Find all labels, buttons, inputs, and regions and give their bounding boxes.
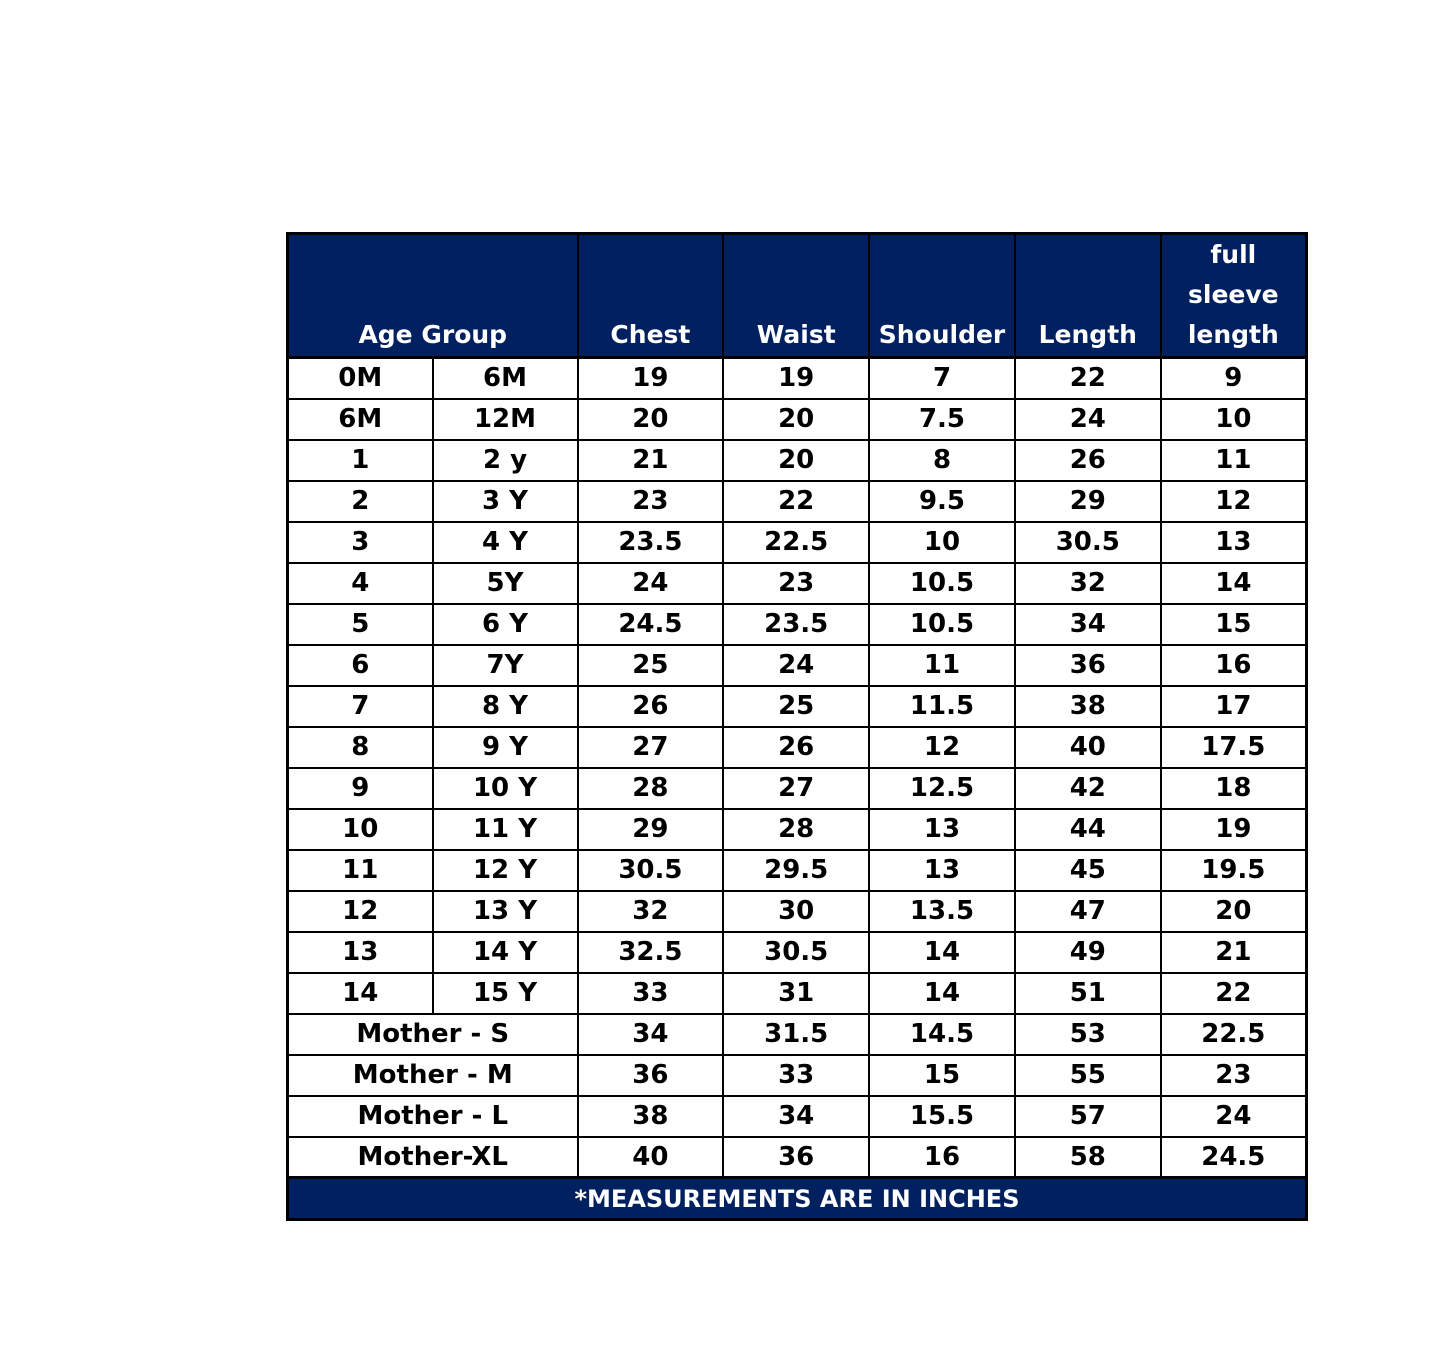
length-cell: 30.5: [1015, 522, 1161, 563]
header-full-sleeve-line1: full sleeve: [1188, 240, 1279, 309]
waist-cell: 22: [723, 481, 869, 522]
age-group-cell: Mother - M: [288, 1055, 578, 1096]
footer-row: [288, 1178, 1307, 1220]
age-to-cell: 2 y: [433, 440, 578, 481]
waist-cell: 22.5: [723, 522, 869, 563]
header-length: Length: [1015, 234, 1161, 358]
length-cell: 38: [1015, 686, 1161, 727]
sleeve-cell: 18: [1161, 768, 1307, 809]
table-row: [288, 1096, 1307, 1137]
age-from-cell: 0M: [288, 358, 433, 399]
length-cell: 47: [1015, 891, 1161, 932]
shoulder-cell: 9.5: [869, 481, 1015, 522]
table-row: [288, 891, 1307, 932]
chest-cell: 27: [578, 727, 724, 768]
waist-cell: 26: [723, 727, 869, 768]
waist-cell: 27: [723, 768, 869, 809]
age-from-cell: 3: [288, 522, 433, 563]
shoulder-cell: 11.5: [869, 686, 1015, 727]
chest-cell: 30.5: [578, 850, 724, 891]
size-chart-table: [286, 232, 1308, 1221]
length-cell: 49: [1015, 932, 1161, 973]
chest-cell: 23: [578, 481, 724, 522]
sleeve-cell: 10: [1161, 399, 1307, 440]
shoulder-cell: 15: [869, 1055, 1015, 1096]
waist-cell: 20: [723, 440, 869, 481]
sleeve-cell: 20: [1161, 891, 1307, 932]
table-row: [288, 358, 1307, 399]
chest-cell: 33: [578, 973, 724, 1014]
sleeve-cell: 11: [1161, 440, 1307, 481]
shoulder-cell: 7: [869, 358, 1015, 399]
age-to-cell: 10 Y: [433, 768, 578, 809]
shoulder-cell: 13: [869, 850, 1015, 891]
sleeve-cell: 15: [1161, 604, 1307, 645]
sleeve-cell: 24.5: [1161, 1137, 1307, 1178]
header-row: [288, 234, 1307, 358]
table-row: [288, 563, 1307, 604]
chest-cell: 23.5: [578, 522, 724, 563]
header-chest: Chest: [578, 234, 724, 358]
table-row: [288, 399, 1307, 440]
shoulder-cell: 7.5: [869, 399, 1015, 440]
sleeve-cell: 24: [1161, 1096, 1307, 1137]
shoulder-cell: 11: [869, 645, 1015, 686]
chest-cell: 21: [578, 440, 724, 481]
header-age-group: Age Group: [288, 234, 578, 358]
table-row: [288, 727, 1307, 768]
chest-cell: 29: [578, 809, 724, 850]
waist-cell: 31: [723, 973, 869, 1014]
waist-cell: 23.5: [723, 604, 869, 645]
table-row: [288, 522, 1307, 563]
shoulder-cell: 13: [869, 809, 1015, 850]
age-to-cell: 5Y: [433, 563, 578, 604]
age-group-cell: Mother-XL: [288, 1137, 578, 1178]
length-cell: 55: [1015, 1055, 1161, 1096]
table-row: [288, 1137, 1307, 1178]
age-to-cell: 12M: [433, 399, 578, 440]
chest-cell: 20: [578, 399, 724, 440]
age-to-cell: 7Y: [433, 645, 578, 686]
shoulder-cell: 13.5: [869, 891, 1015, 932]
age-from-cell: 9: [288, 768, 433, 809]
header-full-sleeve-line2: length: [1187, 320, 1279, 349]
header-shoulder: Shoulder: [869, 234, 1015, 358]
chest-cell: 26: [578, 686, 724, 727]
age-from-cell: 7: [288, 686, 433, 727]
waist-cell: 34: [723, 1096, 869, 1137]
shoulder-cell: 14.5: [869, 1014, 1015, 1055]
age-from-cell: 6: [288, 645, 433, 686]
table-row: [288, 768, 1307, 809]
chest-cell: 34: [578, 1014, 724, 1055]
sleeve-cell: 16: [1161, 645, 1307, 686]
length-cell: 45: [1015, 850, 1161, 891]
waist-cell: 33: [723, 1055, 869, 1096]
waist-cell: 30.5: [723, 932, 869, 973]
table-row: [288, 604, 1307, 645]
age-from-cell: 13: [288, 932, 433, 973]
shoulder-cell: 12: [869, 727, 1015, 768]
chest-cell: 38: [578, 1096, 724, 1137]
age-from-cell: 6M: [288, 399, 433, 440]
age-to-cell: 6 Y: [433, 604, 578, 645]
age-from-cell: 8: [288, 727, 433, 768]
table-row: [288, 809, 1307, 850]
age-to-cell: 9 Y: [433, 727, 578, 768]
sleeve-cell: 22: [1161, 973, 1307, 1014]
waist-cell: 25: [723, 686, 869, 727]
waist-cell: 30: [723, 891, 869, 932]
sleeve-cell: 17: [1161, 686, 1307, 727]
shoulder-cell: 12.5: [869, 768, 1015, 809]
age-to-cell: 13 Y: [433, 891, 578, 932]
table-row: [288, 1055, 1307, 1096]
sleeve-cell: 22.5: [1161, 1014, 1307, 1055]
waist-cell: 28: [723, 809, 869, 850]
length-cell: 26: [1015, 440, 1161, 481]
age-from-cell: 12: [288, 891, 433, 932]
waist-cell: 19: [723, 358, 869, 399]
waist-cell: 36: [723, 1137, 869, 1178]
shoulder-cell: 10.5: [869, 563, 1015, 604]
age-from-cell: 5: [288, 604, 433, 645]
chest-cell: 24.5: [578, 604, 724, 645]
age-to-cell: 11 Y: [433, 809, 578, 850]
chest-cell: 36: [578, 1055, 724, 1096]
table-row: [288, 686, 1307, 727]
header-full-sleeve-length: [1161, 234, 1307, 358]
waist-cell: 29.5: [723, 850, 869, 891]
shoulder-cell: 15.5: [869, 1096, 1015, 1137]
table-row: [288, 850, 1307, 891]
sleeve-cell: 9: [1161, 358, 1307, 399]
length-cell: 57: [1015, 1096, 1161, 1137]
table-row: [288, 481, 1307, 522]
length-cell: 36: [1015, 645, 1161, 686]
length-cell: 32: [1015, 563, 1161, 604]
shoulder-cell: 10: [869, 522, 1015, 563]
age-from-cell: 11: [288, 850, 433, 891]
shoulder-cell: 16: [869, 1137, 1015, 1178]
shoulder-cell: 8: [869, 440, 1015, 481]
age-to-cell: 12 Y: [433, 850, 578, 891]
age-to-cell: 4 Y: [433, 522, 578, 563]
sleeve-cell: 14: [1161, 563, 1307, 604]
age-from-cell: 1: [288, 440, 433, 481]
waist-cell: 23: [723, 563, 869, 604]
age-group-cell: Mother - L: [288, 1096, 578, 1137]
chest-cell: 24: [578, 563, 724, 604]
measurement-note: *MEASUREMENTS ARE IN INCHES: [288, 1178, 1307, 1220]
age-to-cell: 3 Y: [433, 481, 578, 522]
waist-cell: 20: [723, 399, 869, 440]
sleeve-cell: 21: [1161, 932, 1307, 973]
length-cell: 42: [1015, 768, 1161, 809]
age-from-cell: 14: [288, 973, 433, 1014]
size-rows: [288, 358, 1307, 1178]
chest-cell: 25: [578, 645, 724, 686]
length-cell: 34: [1015, 604, 1161, 645]
age-to-cell: 6M: [433, 358, 578, 399]
table-row: [288, 440, 1307, 481]
shoulder-cell: 14: [869, 932, 1015, 973]
chest-cell: 28: [578, 768, 724, 809]
shoulder-cell: 10.5: [869, 604, 1015, 645]
age-to-cell: 15 Y: [433, 973, 578, 1014]
length-cell: 44: [1015, 809, 1161, 850]
sleeve-cell: 12: [1161, 481, 1307, 522]
length-cell: 51: [1015, 973, 1161, 1014]
chest-cell: 32.5: [578, 932, 724, 973]
sleeve-cell: 19.5: [1161, 850, 1307, 891]
length-cell: 58: [1015, 1137, 1161, 1178]
table-row: [288, 1014, 1307, 1055]
shoulder-cell: 14: [869, 973, 1015, 1014]
waist-cell: 24: [723, 645, 869, 686]
table-row: [288, 932, 1307, 973]
length-cell: 22: [1015, 358, 1161, 399]
age-to-cell: 14 Y: [433, 932, 578, 973]
chest-cell: 19: [578, 358, 724, 399]
sleeve-cell: 17.5: [1161, 727, 1307, 768]
length-cell: 40: [1015, 727, 1161, 768]
age-from-cell: 10: [288, 809, 433, 850]
header-waist: Waist: [723, 234, 869, 358]
length-cell: 24: [1015, 399, 1161, 440]
table-row: [288, 973, 1307, 1014]
length-cell: 29: [1015, 481, 1161, 522]
length-cell: 53: [1015, 1014, 1161, 1055]
sleeve-cell: 23: [1161, 1055, 1307, 1096]
sleeve-cell: 13: [1161, 522, 1307, 563]
sleeve-cell: 19: [1161, 809, 1307, 850]
chest-cell: 32: [578, 891, 724, 932]
chest-cell: 40: [578, 1137, 724, 1178]
age-to-cell: 8 Y: [433, 686, 578, 727]
table-row: [288, 645, 1307, 686]
age-from-cell: 2: [288, 481, 433, 522]
waist-cell: 31.5: [723, 1014, 869, 1055]
age-group-cell: Mother - S: [288, 1014, 578, 1055]
age-from-cell: 4: [288, 563, 433, 604]
